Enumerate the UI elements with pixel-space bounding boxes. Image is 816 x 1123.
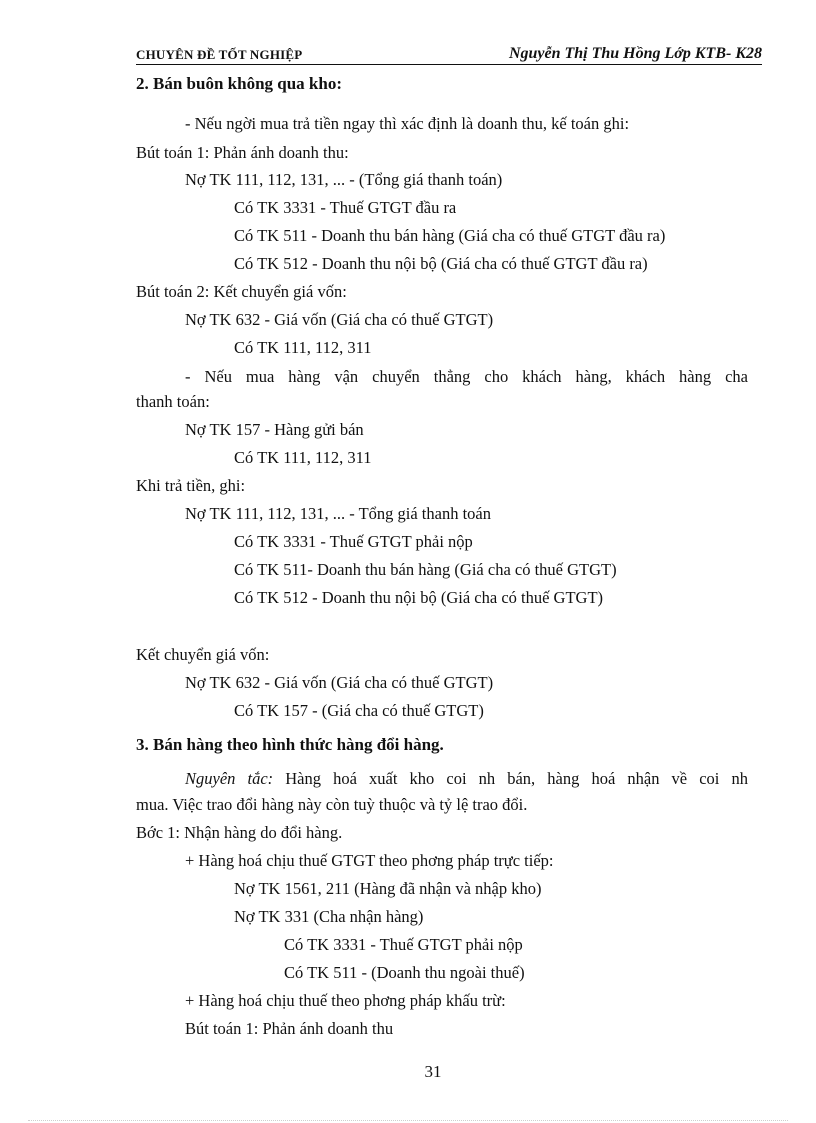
paragraph-line (136, 769, 748, 789)
bullet-line: + Hàng hoá chịu thuế GTGT theo phơng pháp trực tiếp: (185, 851, 554, 870)
section-heading: 2. Bán buôn không qua kho: (136, 74, 343, 93)
journal-entry-line: Có TK 111, 112, 311 (234, 338, 372, 357)
paragraph-line: Kết chuyển giá vốn: (136, 645, 270, 664)
page-header (136, 44, 762, 65)
page-number: 31 (424, 1062, 442, 1081)
journal-entry-line: Nợ TK 111, 112, 131, ... - (Tổng giá thanh toán) (185, 170, 503, 189)
paragraph-line: Bút toán 1: Phản ánh doanh thu (185, 1019, 394, 1038)
paragraph-line: mua. Việc trao đổi hàng này còn tuỳ thuộc và tỷ lệ trao đổi. (136, 795, 528, 814)
journal-entry-line: Nợ TK 632 - Giá vốn (Giá cha có thuế GTGT) (185, 673, 494, 692)
header-document-type: CHUYÊN ĐỀ TỐT NGHIỆP (136, 47, 303, 62)
principle-text: Hàng hoá xuất kho coi nh bán, hàng hoá nhận về coi nh (273, 769, 748, 788)
journal-entry-line: Có TK 3331 - Thuế GTGT đầu ra (234, 198, 457, 217)
paragraph-line: - Nếu mua hàng vận chuyển thẳng cho khách hàng, khách hàng cha (185, 367, 748, 386)
principle-label: Nguyên tắc: (185, 769, 274, 788)
journal-entry-line: Có TK 512 - Doanh thu nội bộ (Giá cha có thuế GTGT) (234, 588, 604, 607)
paragraph-line: Bút toán 1: Phản ánh doanh thu: (136, 143, 349, 162)
paragraph-line: Khi trả tiền, ghi: (136, 476, 246, 495)
journal-entry-line: Có TK 3331 - Thuế GTGT phải nộp (284, 935, 523, 954)
header-author-class: Nguyễn Thị Thu Hồng Lớp KTB- K28 (508, 45, 762, 62)
step-line: Bớc 1: Nhận hàng do đổi hàng. (136, 823, 343, 842)
journal-entry-line: Nợ TK 111, 112, 131, ... - Tổng giá thanh toán (185, 504, 491, 523)
journal-entry-line: Có TK 3331 - Thuế GTGT phải nộp (234, 532, 473, 551)
journal-entry-line: Nợ TK 632 - Giá vốn (Giá cha có thuế GTGT) (185, 310, 494, 329)
paragraph-line: Bút toán 2: Kết chuyển giá vốn: (136, 282, 347, 301)
bullet-line: + Hàng hoá chịu thuế theo phơng pháp khấu trừ: (185, 991, 506, 1010)
page-bottom-divider (28, 1120, 788, 1121)
section-heading: 3. Bán hàng theo hình thức hàng đổi hàng. (136, 735, 444, 754)
journal-entry-line: Nợ TK 1561, 211 (Hàng đã nhận và nhập kho) (234, 879, 542, 898)
paragraph-line: - Nếu ngời mua trả tiền ngay thì xác định là doanh thu, kế toán ghi: (185, 114, 630, 133)
journal-entry-line: Có TK 511- Doanh thu bán hàng (Giá cha có thuế GTGT) (234, 560, 617, 579)
journal-entry-line: Có TK 157 - (Giá cha có thuế GTGT) (234, 701, 484, 720)
paragraph-line: thanh toán: (136, 392, 210, 411)
journal-entry-line: Có TK 511 - Doanh thu bán hàng (Giá cha có thuế GTGT đầu ra) (234, 226, 666, 245)
journal-entry-line: Có TK 511 - (Doanh thu ngoài thuế) (284, 963, 525, 982)
journal-entry-line: Nợ TK 157 - Hàng gửi bán (185, 420, 364, 439)
journal-entry-line: Nợ TK 331 (Cha nhận hàng) (234, 907, 424, 926)
journal-entry-line: Có TK 111, 112, 311 (234, 448, 372, 467)
journal-entry-line: Có TK 512 - Doanh thu nội bộ (Giá cha có thuế GTGT đầu ra) (234, 254, 648, 273)
